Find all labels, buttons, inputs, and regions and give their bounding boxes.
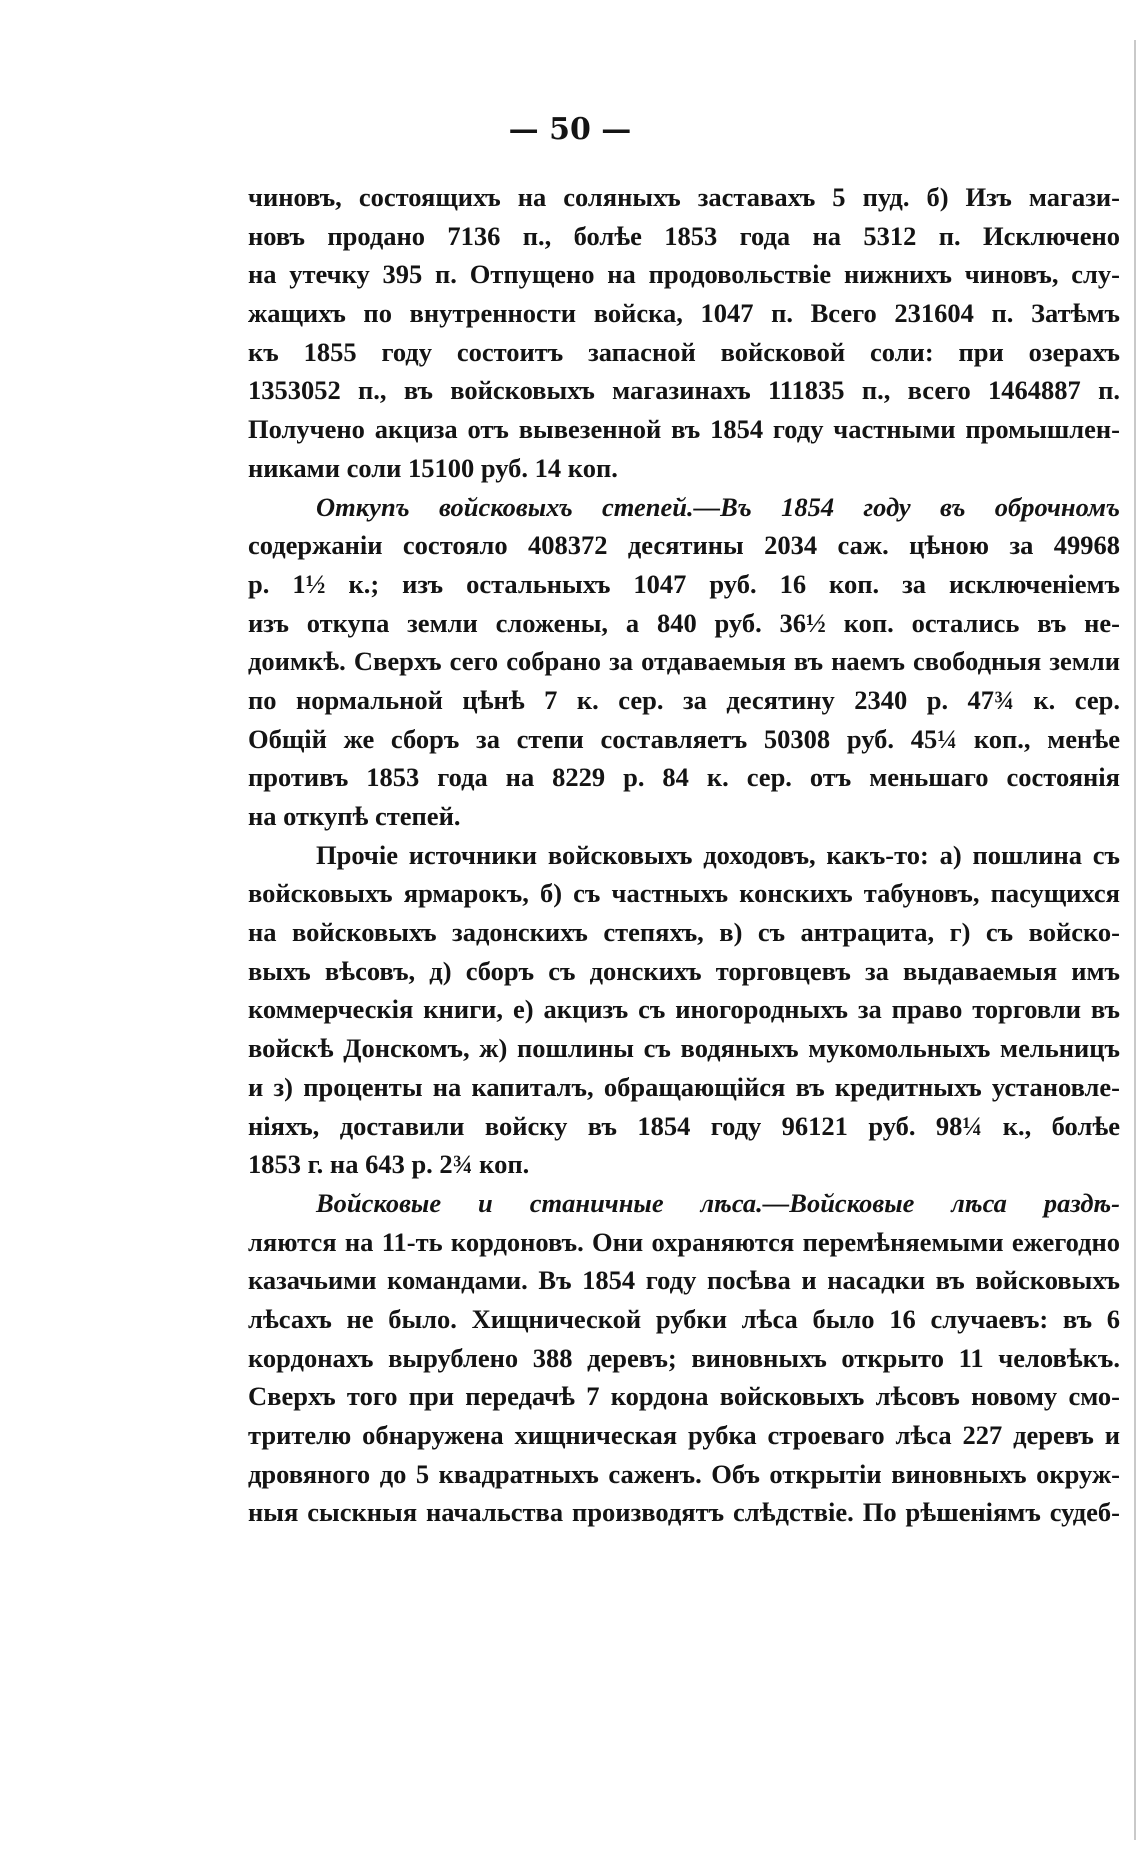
- text-line: и з) проценты на капиталъ, обращающійся въ кредитныхъ установле-: [248, 1071, 1120, 1102]
- text-line: ляются на 11-ть кордоновъ. Они охраняются перемѣняемыми ежегодно: [248, 1226, 1120, 1257]
- text-line: Общій же сборъ за степи составляетъ 50308 руб. 45¼ коп., менѣе: [248, 723, 1120, 754]
- text-line: содержаніи состояло 408372 десятины 2034 саж. цѣною за 49968: [248, 530, 1120, 561]
- text-line: войсковыхъ ярмарокъ, б) съ частныхъ конскихъ табуновъ, пасущихся: [248, 878, 1120, 909]
- text-line: противъ 1853 года на 8229 р. 84 к. сер. отъ меньшаго состоянія: [248, 762, 1120, 793]
- text-line: 1853 г. на 643 р. 2¾ коп.: [248, 1149, 530, 1180]
- text-line: ніяхъ, доставили войску въ 1854 году 96121 руб. 98¼ к., болѣе: [248, 1110, 1120, 1141]
- text-line: по нормальной цѣнѣ 7 к. сер. за десятину 2340 р. 47¾ к. сер.: [248, 684, 1120, 715]
- text-line: Сверхъ того при передачѣ 7 кордона войсковыхъ лѣсовъ новому смо-: [248, 1381, 1120, 1412]
- body-text: [248, 178, 1120, 1532]
- section-heading-line: Войсковые и станичные лѣса.—Войсковые лѣса раздѣ-: [316, 1187, 1120, 1218]
- text-line: лѣсахъ не было. Хищнической рубки лѣса было 16 случаевъ: въ 6: [248, 1303, 1120, 1334]
- text-line: кордонахъ вырублено 388 деревъ; виновныхъ открыто 11 человѣкъ.: [248, 1342, 1120, 1373]
- text-line: трителю обнаружена хищническая рубка строеваго лѣса 227 деревъ и: [248, 1420, 1120, 1450]
- text-line: чиновъ, состоящихъ на соляныхъ заставахъ 5 пуд. б) Изъ магази-: [248, 182, 1120, 212]
- text-line: къ 1855 году состоитъ запасной войсковой соли: при озерахъ: [248, 336, 1120, 367]
- text-line: на войсковыхъ задонскихъ степяхъ, в) съ антрацита, г) съ войско-: [248, 917, 1120, 948]
- text-line: 1353052 п., въ войсковыхъ магазинахъ 111835 п., всего 1464887 п.: [248, 375, 1120, 406]
- text-line: на утечку 395 п. Отпущено на продовольствіе нижнихъ чиновъ, слу-: [248, 259, 1120, 290]
- text-line: жащихъ по внутренности войска, 1047 п. Всего 231604 п. Затѣмъ: [248, 298, 1120, 329]
- section-heading-line: Откупъ войсковыхъ степей.—Въ 1854 году въ оброчномъ: [316, 491, 1120, 522]
- page-number: — 50 —: [508, 112, 632, 147]
- text-line: войскѣ Донскомъ, ж) пошлины съ водяныхъ мукомольныхъ мельницъ: [248, 1033, 1120, 1064]
- text-line: дровяного до 5 квадратныхъ саженъ. Объ открытіи виновныхъ окруж-: [248, 1458, 1120, 1489]
- text-line: доимкѣ. Сверхъ сего собрано за отдаваемыя въ наемъ свободныя земли: [248, 646, 1120, 677]
- text-line: коммерческія книги, е) акцизъ съ иногородныхъ за право торговли въ: [248, 994, 1120, 1025]
- text-line: изъ откупа земли сложены, а 840 руб. 36½ коп. остались въ не-: [248, 607, 1120, 638]
- text-line: казачьими командами. Въ 1854 году посѣва и насадки въ войсковыхъ: [248, 1265, 1120, 1296]
- page-edge-line: [1134, 40, 1136, 1840]
- text-line: выхъ вѣсовъ, д) сборъ съ донскихъ торговцевъ за выдаваемыя имъ: [248, 955, 1120, 986]
- text-line: Прочіе источники войсковыхъ доходовъ, какъ-то: а) пошлина съ: [316, 839, 1120, 870]
- text-line: новъ продано 7136 п., болѣе 1853 года на 5312 п. Исключено: [248, 220, 1120, 251]
- text-line: на откупѣ степей.: [248, 801, 461, 831]
- text-line: Получено акциза отъ вывезенной въ 1854 году частными промышлен-: [248, 414, 1120, 445]
- text-line: никами соли 15100 руб. 14 коп.: [248, 452, 618, 483]
- text-line: р. 1½ к.; изъ остальныхъ 1047 руб. 16 коп. за исключеніемъ: [248, 568, 1120, 599]
- text-line: ныя сыскныя начальства производятъ слѣдствіе. По рѣшеніямъ судеб-: [248, 1497, 1120, 1528]
